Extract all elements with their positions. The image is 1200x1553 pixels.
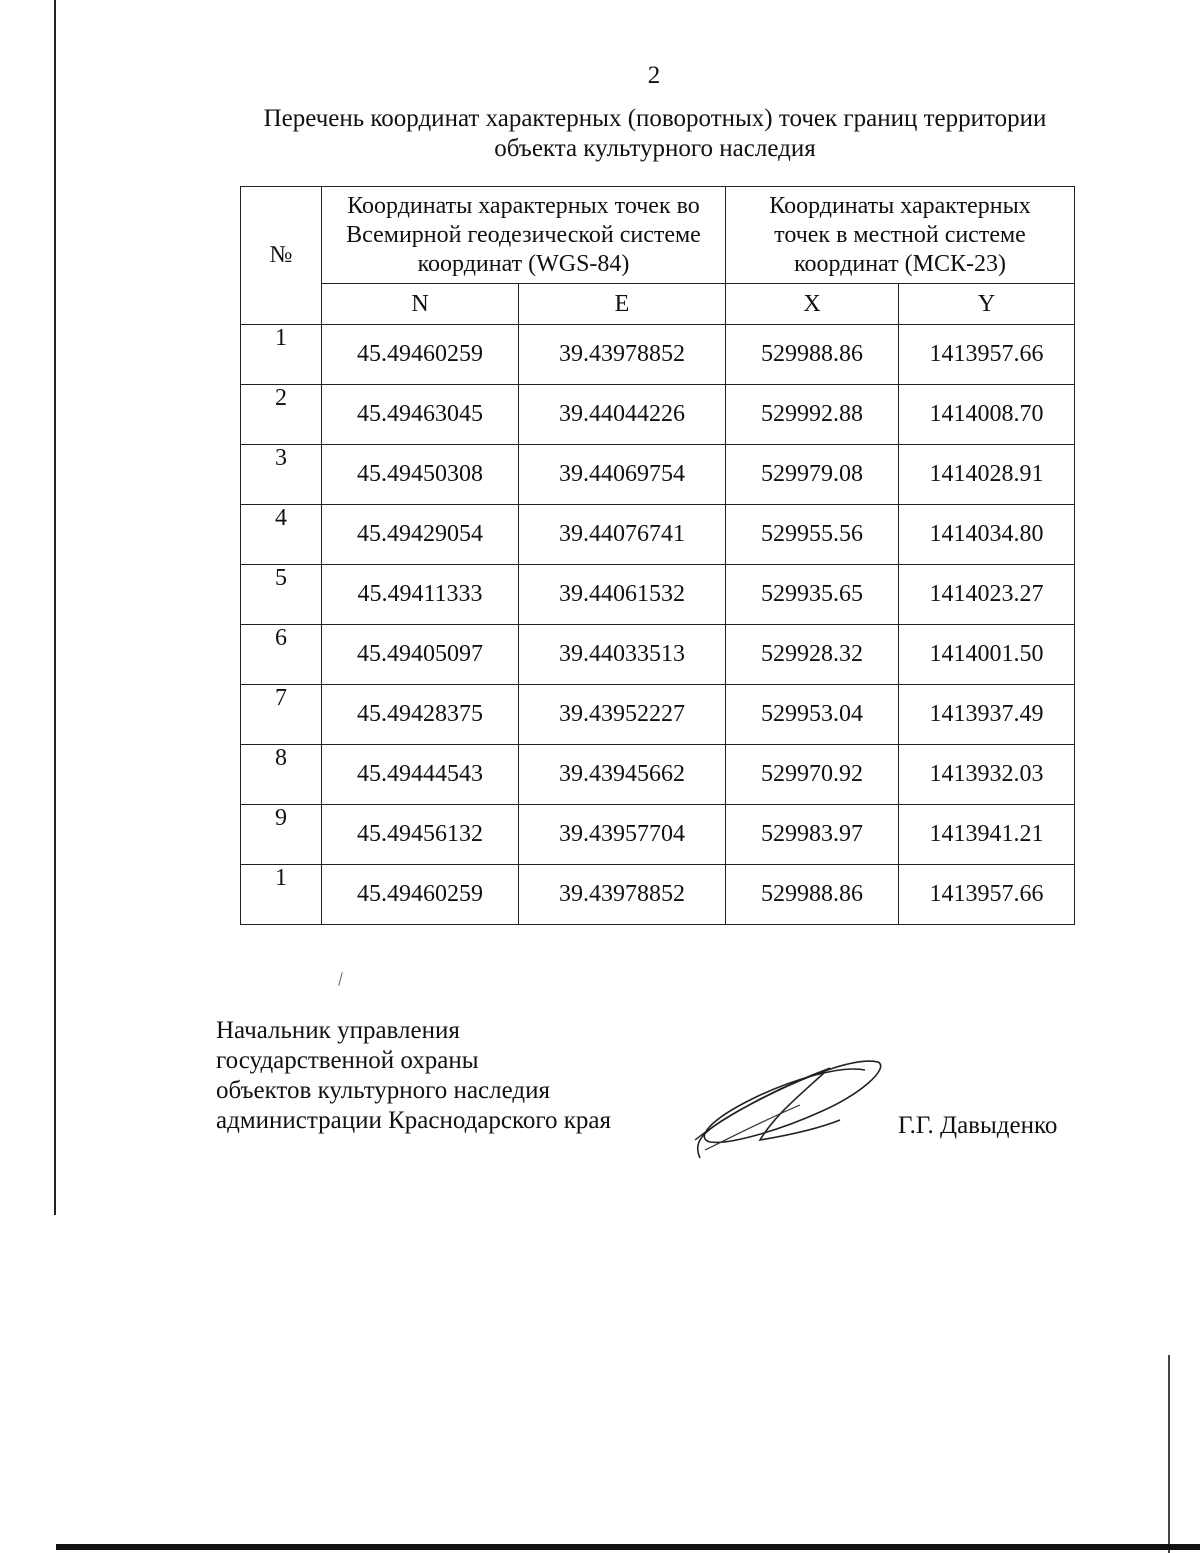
msk-y-cell: 1413941.21 [899,805,1075,865]
msk-x-cell: 529935.65 [726,565,899,625]
point-number-cell: 3 [241,445,322,505]
table-subheader-row [241,284,1075,325]
msk-x-cell: 529983.97 [726,805,899,865]
table-row [241,505,1075,565]
msk-y-cell: 1414008.70 [899,385,1075,445]
wgs-n-cell: 45.49460259 [322,325,519,385]
msk-x-cell: 529988.86 [726,325,899,385]
table-row [241,565,1075,625]
msk-x-cell: 529928.32 [726,625,899,685]
msk-x-cell: 529992.88 [726,385,899,445]
wgs-n-cell: 45.49456132 [322,805,519,865]
msk-y-cell: 1414028.91 [899,445,1075,505]
table-row [241,325,1075,385]
point-number-cell: 6 [241,625,322,685]
msk-y-cell: 1414034.80 [899,505,1075,565]
wgs-e-cell: 39.43978852 [519,865,726,925]
point-number-cell: 7 [241,685,322,745]
table-row [241,805,1075,865]
table-row [241,625,1075,685]
wgs-n-cell: 45.49460259 [322,865,519,925]
msk-y-cell: 1413957.66 [899,865,1075,925]
wgs-e-cell: 39.44069754 [519,445,726,505]
point-number-cell: 4 [241,505,322,565]
msk-x-cell: 529988.86 [726,865,899,925]
header-line: Всемирной геодезической системе [346,221,701,248]
wgs-e-cell: 39.43957704 [519,805,726,865]
point-number-cell: 8 [241,745,322,805]
header-line: Координаты характерных [769,192,1031,219]
msk-group-header [726,187,1075,284]
header-line: Координаты характерных точек во [347,192,700,219]
wgs-n-cell: 45.49444543 [322,745,519,805]
point-number-cell: 5 [241,565,322,625]
table-header-row [241,187,1075,284]
wgs-n-cell: 45.49428375 [322,685,519,745]
msk-x-cell: 529979.08 [726,445,899,505]
number-column-header: № [241,187,322,325]
table-row [241,685,1075,745]
wgs-e-cell: 39.43945662 [519,745,726,805]
wgs-e-cell: 39.44033513 [519,625,726,685]
wgs-n-cell: 45.49405097 [322,625,519,685]
wgs-n-cell: 45.49429054 [322,505,519,565]
column-header-e: E [519,284,726,325]
wgs-e-cell: 39.44076741 [519,505,726,565]
point-number-cell: 9 [241,805,322,865]
msk-x-cell: 529970.92 [726,745,899,805]
stray-mark [338,972,343,986]
document-title [230,104,1080,164]
wgs-n-cell: 45.49450308 [322,445,519,505]
point-number-cell: 1 [241,865,322,925]
wgs-e-cell: 39.44061532 [519,565,726,625]
msk-y-cell: 1413932.03 [899,745,1075,805]
wgs-n-cell: 45.49463045 [322,385,519,445]
msk-y-cell: 1413937.49 [899,685,1075,745]
table-row [241,745,1075,805]
header-line: координат (МСК-23) [794,250,1006,277]
msk-x-cell: 529953.04 [726,685,899,745]
position-line: государственной охраны [216,1047,479,1074]
table-row [241,385,1075,445]
scan-edge-bottom [56,1544,1200,1550]
title-line: Перечень координат характерных (поворотных) точек границ территории [263,105,1047,132]
page-number: 2 [647,62,661,89]
header-line: точек в местной системе [774,221,1026,248]
wgs-e-cell: 39.43978852 [519,325,726,385]
scan-edge-left [54,0,56,1215]
point-number-cell: 2 [241,385,322,445]
coordinates-table [240,186,1075,925]
msk-y-cell: 1414001.50 [899,625,1075,685]
point-number-cell: 1 [241,325,322,385]
position-line: администрации Краснодарского края [216,1107,612,1134]
wgs-n-cell: 45.49411333 [322,565,519,625]
table-row [241,445,1075,505]
column-header-x: X [726,284,899,325]
signer-position [216,1016,611,1136]
wgs-e-cell: 39.44044226 [519,385,726,445]
title-line: объекта культурного наследия [494,135,816,162]
column-header-y: Y [899,284,1075,325]
msk-y-cell: 1413957.66 [899,325,1075,385]
scan-edge-right [1168,1355,1170,1553]
msk-y-cell: 1414023.27 [899,565,1075,625]
wgs-e-cell: 39.43952227 [519,685,726,745]
header-line: координат (WGS-84) [417,250,630,277]
table-row [241,865,1075,925]
msk-x-cell: 529955.56 [726,505,899,565]
column-header-n: N [322,284,519,325]
table-body [241,325,1075,925]
handwritten-signature [680,1050,890,1165]
position-line: объектов культурного наследия [216,1077,550,1104]
signer-name: Г.Г. Давыденко [898,1112,1058,1139]
position-line: Начальник управления [216,1017,460,1044]
wgs-group-header [322,187,726,284]
